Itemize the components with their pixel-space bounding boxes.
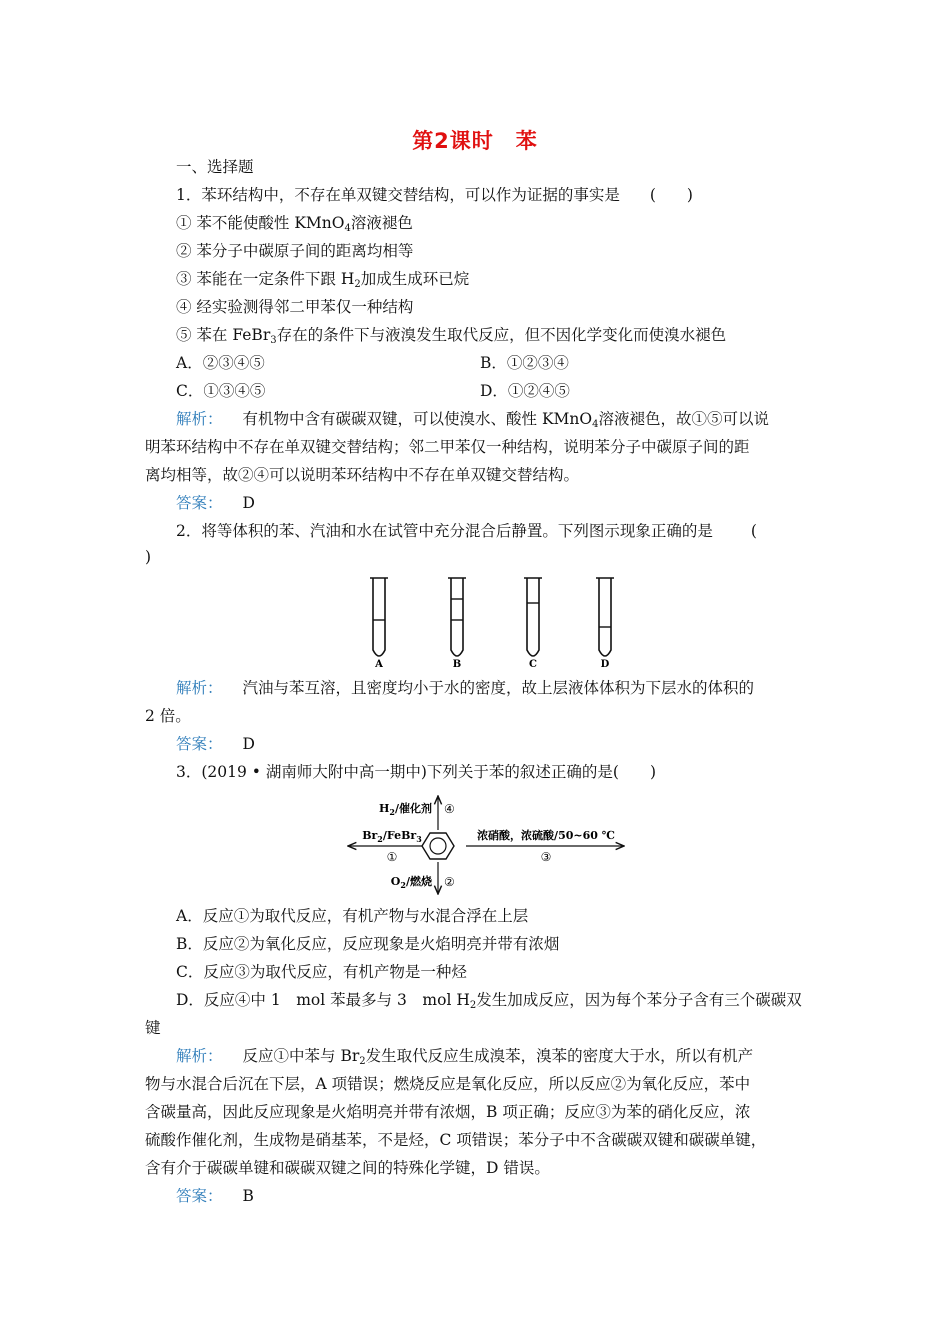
- q3-option-b: B．反应②为氧化反应，反应现象是火焰明亮并带有浓烟: [176, 935, 560, 953]
- q2-answer: 答案： D: [176, 735, 255, 753]
- reaction-2-number: ②: [444, 875, 455, 889]
- q3-analysis-line-1: 解析： 反应①中苯与 $Br_2$发生取代反应生成溴苯，溴苯的密度大于水，所以有机产: [176, 1047, 754, 1067]
- tube-b: [448, 578, 466, 670]
- q1-analysis-line-1: 解析： 有机物中含有碳碳双键，可以使溴水、酸性 KMnO$_4$溶液褪色，故①⑤可以说: [176, 410, 769, 430]
- answer-label: 答案：: [176, 494, 223, 512]
- q3-analysis-line-3: 含碳量高，因此反应现象是火焰明亮并带有浓烟，B 项正确；反应③为苯的硝化反应，浓: [145, 1103, 751, 1121]
- q1-answer: 答案： D: [176, 494, 255, 512]
- reagent-top: $H_2/$催化剂: [378, 802, 432, 817]
- q1-analysis-line-2: 明苯环结构中不存在单双键交替结构；邻二甲苯仅一种结构，说明苯分子中碳原子间的距: [145, 438, 750, 456]
- tube-c: [524, 578, 542, 670]
- q3-analysis-line-5: 含有介于碳碳单键和碳碳双键之间的特殊化学键，D 错误。: [145, 1159, 550, 1177]
- tube-c-label: C: [529, 659, 537, 670]
- section-heading: 一、选择题: [176, 158, 254, 176]
- q1-option-c: C．①③④⑤: [176, 382, 266, 400]
- reaction-3-number: ③: [540, 850, 552, 864]
- q3-option-a: A．反应①为取代反应，有机产物与水混合浮在上层: [176, 907, 529, 925]
- reaction-1-number: ①: [386, 850, 398, 864]
- q1-item-1: ① 苯不能使酸性 KMnO$_4$溶液褪色: [176, 214, 413, 234]
- test-tube-figure: [355, 572, 635, 672]
- q3-analysis-line-4: 硫酸作催化剂，生成物是硝基苯，不是烃，C 项错误；苯分子中不含碳碳双键和碳碳单键，: [145, 1131, 767, 1149]
- q2-analysis-line-1: 解析： 汽油与苯互溶，且密度均小于水的密度，故上层液体体积为下层水的体积的: [176, 679, 755, 697]
- tube-d-label: D: [600, 659, 610, 670]
- q2-analysis-line-2: 2 倍。: [145, 707, 191, 725]
- q1-option-a: A．②③④⑤: [176, 354, 265, 372]
- q3-option-d: D．反应④中 1 mol 苯最多与 3 mol $H_2$发生加成反应，因为每个苯分子含有三个碳碳双: [176, 991, 802, 1011]
- q3-analysis-line-2: 物与水混合后沉在下层，A 项错误；燃烧反应是氧化反应，所以反应②为氧化反应，苯中: [145, 1075, 751, 1093]
- q2-stem-paren-close: ): [145, 548, 152, 566]
- q1-item-4: ④ 经实验测得邻二甲苯仅一种结构: [176, 298, 414, 316]
- q1-item-5: ⑤ 苯在 FeBr$_3$存在的条件下与液溴发生取代反应，但不因化学变化而使溴水褪色: [176, 326, 727, 346]
- analysis-label: 解析：: [176, 410, 223, 428]
- q1-option-b: B．①②③④: [480, 354, 569, 372]
- tube-d: [596, 578, 614, 670]
- q1-item-2: ② 苯分子中碳原子间的距离均相等: [176, 242, 414, 260]
- q2-stem: 2．将等体积的苯、汽油和水在试管中充分混合后静置。下列图示现象正确的是 (: [176, 522, 757, 540]
- q1-stem: 1．苯环结构中，不存在单双键交替结构，可以作为证据的事实是 ( ): [176, 186, 693, 204]
- reagent-bottom: $O_2/$燃烧: [390, 875, 432, 890]
- benzene-ring-icon: [422, 833, 454, 859]
- reagent-right: 浓硝酸，浓硫酸/50~60 ℃: [477, 829, 615, 842]
- q3-answer: 答案： B: [176, 1187, 254, 1205]
- benzene-reaction-scheme: [340, 790, 640, 900]
- tube-a: [370, 578, 388, 670]
- q3-option-c: C．反应③为取代反应，有机产物是一种烃: [176, 963, 467, 981]
- page-title: 第2课时 苯: [412, 129, 538, 153]
- q1-option-d: D．①②④⑤: [480, 382, 570, 400]
- q3-option-d-cont: 键: [145, 1019, 161, 1037]
- q1-analysis-line-3: 离均相等，故②④可以说明苯环结构中不存在单双键交替结构。: [145, 466, 580, 484]
- q1-item-3: ③ 苯能在一定条件下跟 $H_2$加成生成环已烷: [176, 270, 470, 290]
- tube-a-label: A: [375, 659, 383, 670]
- reaction-4-number: ④: [444, 802, 455, 816]
- tube-b-label: B: [452, 659, 462, 670]
- reagent-left: $Br_2/FeBr_3$: [362, 829, 422, 844]
- q3-stem: 3．(2019 • 湖南师大附中高一期中)下列关于苯的叙述正确的是( ): [176, 763, 656, 781]
